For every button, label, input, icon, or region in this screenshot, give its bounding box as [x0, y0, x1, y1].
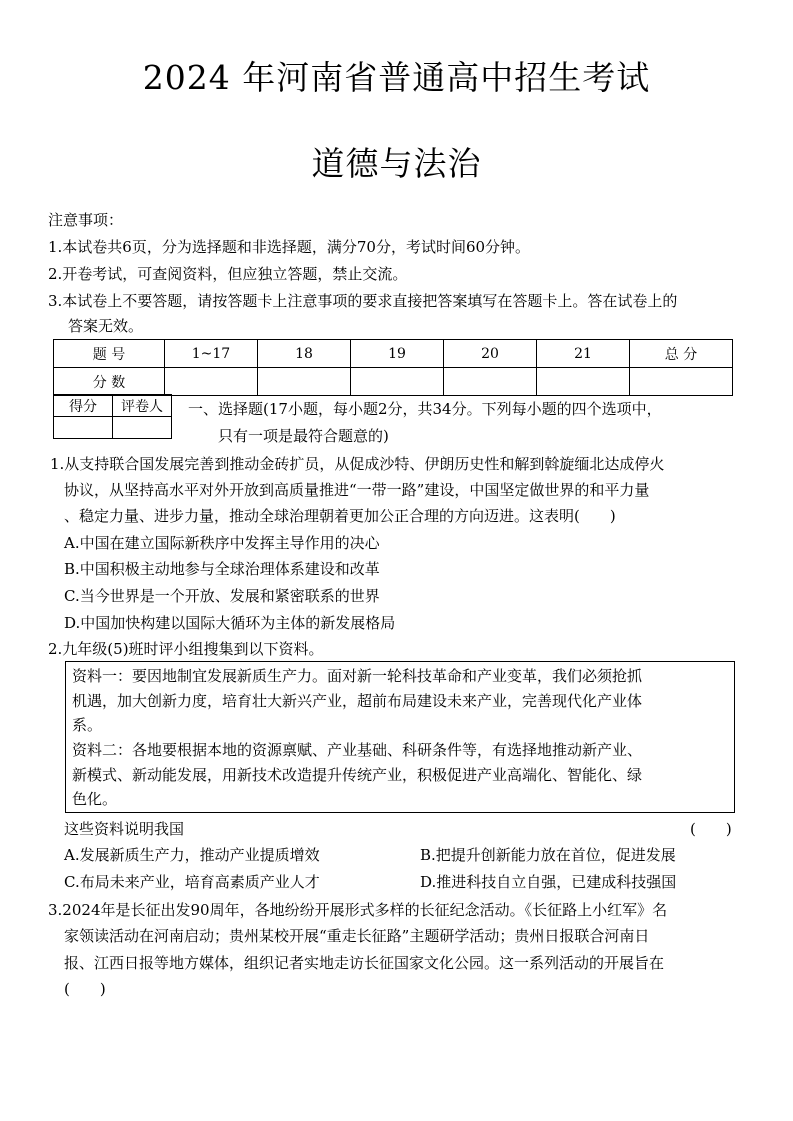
- question-2-option-c: C.布局未来产业，培育高素质产业人才: [64, 873, 320, 891]
- exam-title: 2024 年河南省普通高中招生考试: [142, 58, 651, 97]
- question-2-option-b: B.把提升创新能力放在首位，促进发展: [420, 846, 676, 864]
- answer-bracket: ( ): [64, 980, 106, 998]
- question-2-option-a: A.发展新质生产力，推动产业提质增效: [64, 846, 320, 864]
- score-row-label: 分 数: [54, 368, 165, 396]
- score-cell: [444, 368, 537, 396]
- question-2-prompt: 这些资料说明我国: [64, 820, 185, 838]
- notice-item: 1.本试卷共6页，分为选择题和非选择题，满分70分，考试时间60分钟。: [48, 238, 531, 256]
- score-header-cell: 题 号: [54, 340, 165, 368]
- score-cell: [351, 368, 444, 396]
- score-header-cell: 21: [537, 340, 630, 368]
- material-text: 新模式、新动能发展，用新技术改造提升传统产业，积极促进产业高端化、智能化、绿: [72, 766, 643, 784]
- score-header-cell: 19: [351, 340, 444, 368]
- answer-bracket: ( ): [690, 820, 732, 838]
- question-1-option-a: A.中国在建立国际新秩序中发挥主导作用的决心: [64, 534, 380, 552]
- score-cell: [630, 368, 733, 396]
- material-text: 色化。: [72, 790, 118, 808]
- question-3-text: 报、江西日报等地方媒体，组织记者实地走访长征国家文化公园。这一系列活动的开展旨在: [64, 954, 665, 972]
- section-heading: 一、选择题(17小题，每小题2分，共34分。下列每小题的四个选项中，: [188, 400, 662, 418]
- question-1-text: 、稳定力量、进步力量，推动全球治理朝着更加公正合理的方向迈进。这表明( ): [64, 507, 616, 525]
- score-cell: [258, 368, 351, 396]
- question-2-option-d: D.推进科技自立自强，已建成科技强国: [420, 873, 677, 891]
- grader-table: [53, 394, 172, 439]
- question-3-text: 家领读活动在河南启动；贵州某校开展“重走长征路”主题研学活动；贵州日报联合河南日: [64, 927, 650, 945]
- grader-cell: [113, 417, 172, 439]
- question-1-option-b: B.中国积极主动地参与全球治理体系建设和改革: [64, 560, 380, 578]
- score-cell: [537, 368, 630, 396]
- score-header-cell: 18: [258, 340, 351, 368]
- score-cell: [165, 368, 258, 396]
- grader-cell: [54, 417, 113, 439]
- grader-reviewer-label: 评卷人: [113, 395, 172, 417]
- notice-heading: 注意事项：: [48, 211, 124, 229]
- question-1-text: 1.从支持联合国发展完善到推动金砖扩员，从促成沙特、伊朗历史性和解到斡旋缅北达成停火: [50, 455, 665, 473]
- score-header-cell: 20: [444, 340, 537, 368]
- score-table: [53, 339, 733, 396]
- section-heading: 只有一项是最符合题意的): [218, 427, 389, 445]
- notice-item: 3.本试卷上不要答题，请按答题卡上注意事项的要求直接把答案填写在答题卡上。答在试卷上的: [48, 292, 678, 310]
- score-header-cell: 总 分: [630, 340, 733, 368]
- material-text: 机遇，加大创新力度，培育壮大新兴产业，超前布局建设未来产业，完善现代化产业体: [72, 692, 643, 710]
- grader-score-label: 得分: [54, 395, 113, 417]
- material-text: 系。: [72, 716, 103, 734]
- material-text: 资料二：各地要根据本地的资源禀赋、产业基础、科研条件等，有选择地推动新产业、: [72, 741, 643, 759]
- notice-item: 答案无效。: [68, 317, 144, 335]
- subject-title: 道德与法治: [311, 144, 482, 183]
- question-1-text: 协议，从坚持高水平对外开放到高质量推进“一带一路”建设，中国坚定做世界的和平力量: [64, 481, 650, 499]
- material-text: 资料一：要因地制宜发展新质生产力。面对新一轮科技革命和产业变革，我们必须抢抓: [72, 667, 643, 685]
- notice-item: 2.开卷考试，可查阅资料，但应独立答题，禁止交流。: [48, 265, 408, 283]
- question-1-option-d: D.中国加快构建以国际大循环为主体的新发展格局: [64, 614, 396, 632]
- question-1-option-c: C.当今世界是一个开放、发展和紧密联系的世界: [64, 587, 380, 605]
- score-header-cell: 1~17: [165, 340, 258, 368]
- question-2-stem: 2.九年级(5)班时评小组搜集到以下资料。: [48, 640, 324, 658]
- question-3-text: 3.2024年是长征出发90周年，各地纷纷开展形式多样的长征纪念活动。《长征路上小红军》名: [48, 901, 668, 919]
